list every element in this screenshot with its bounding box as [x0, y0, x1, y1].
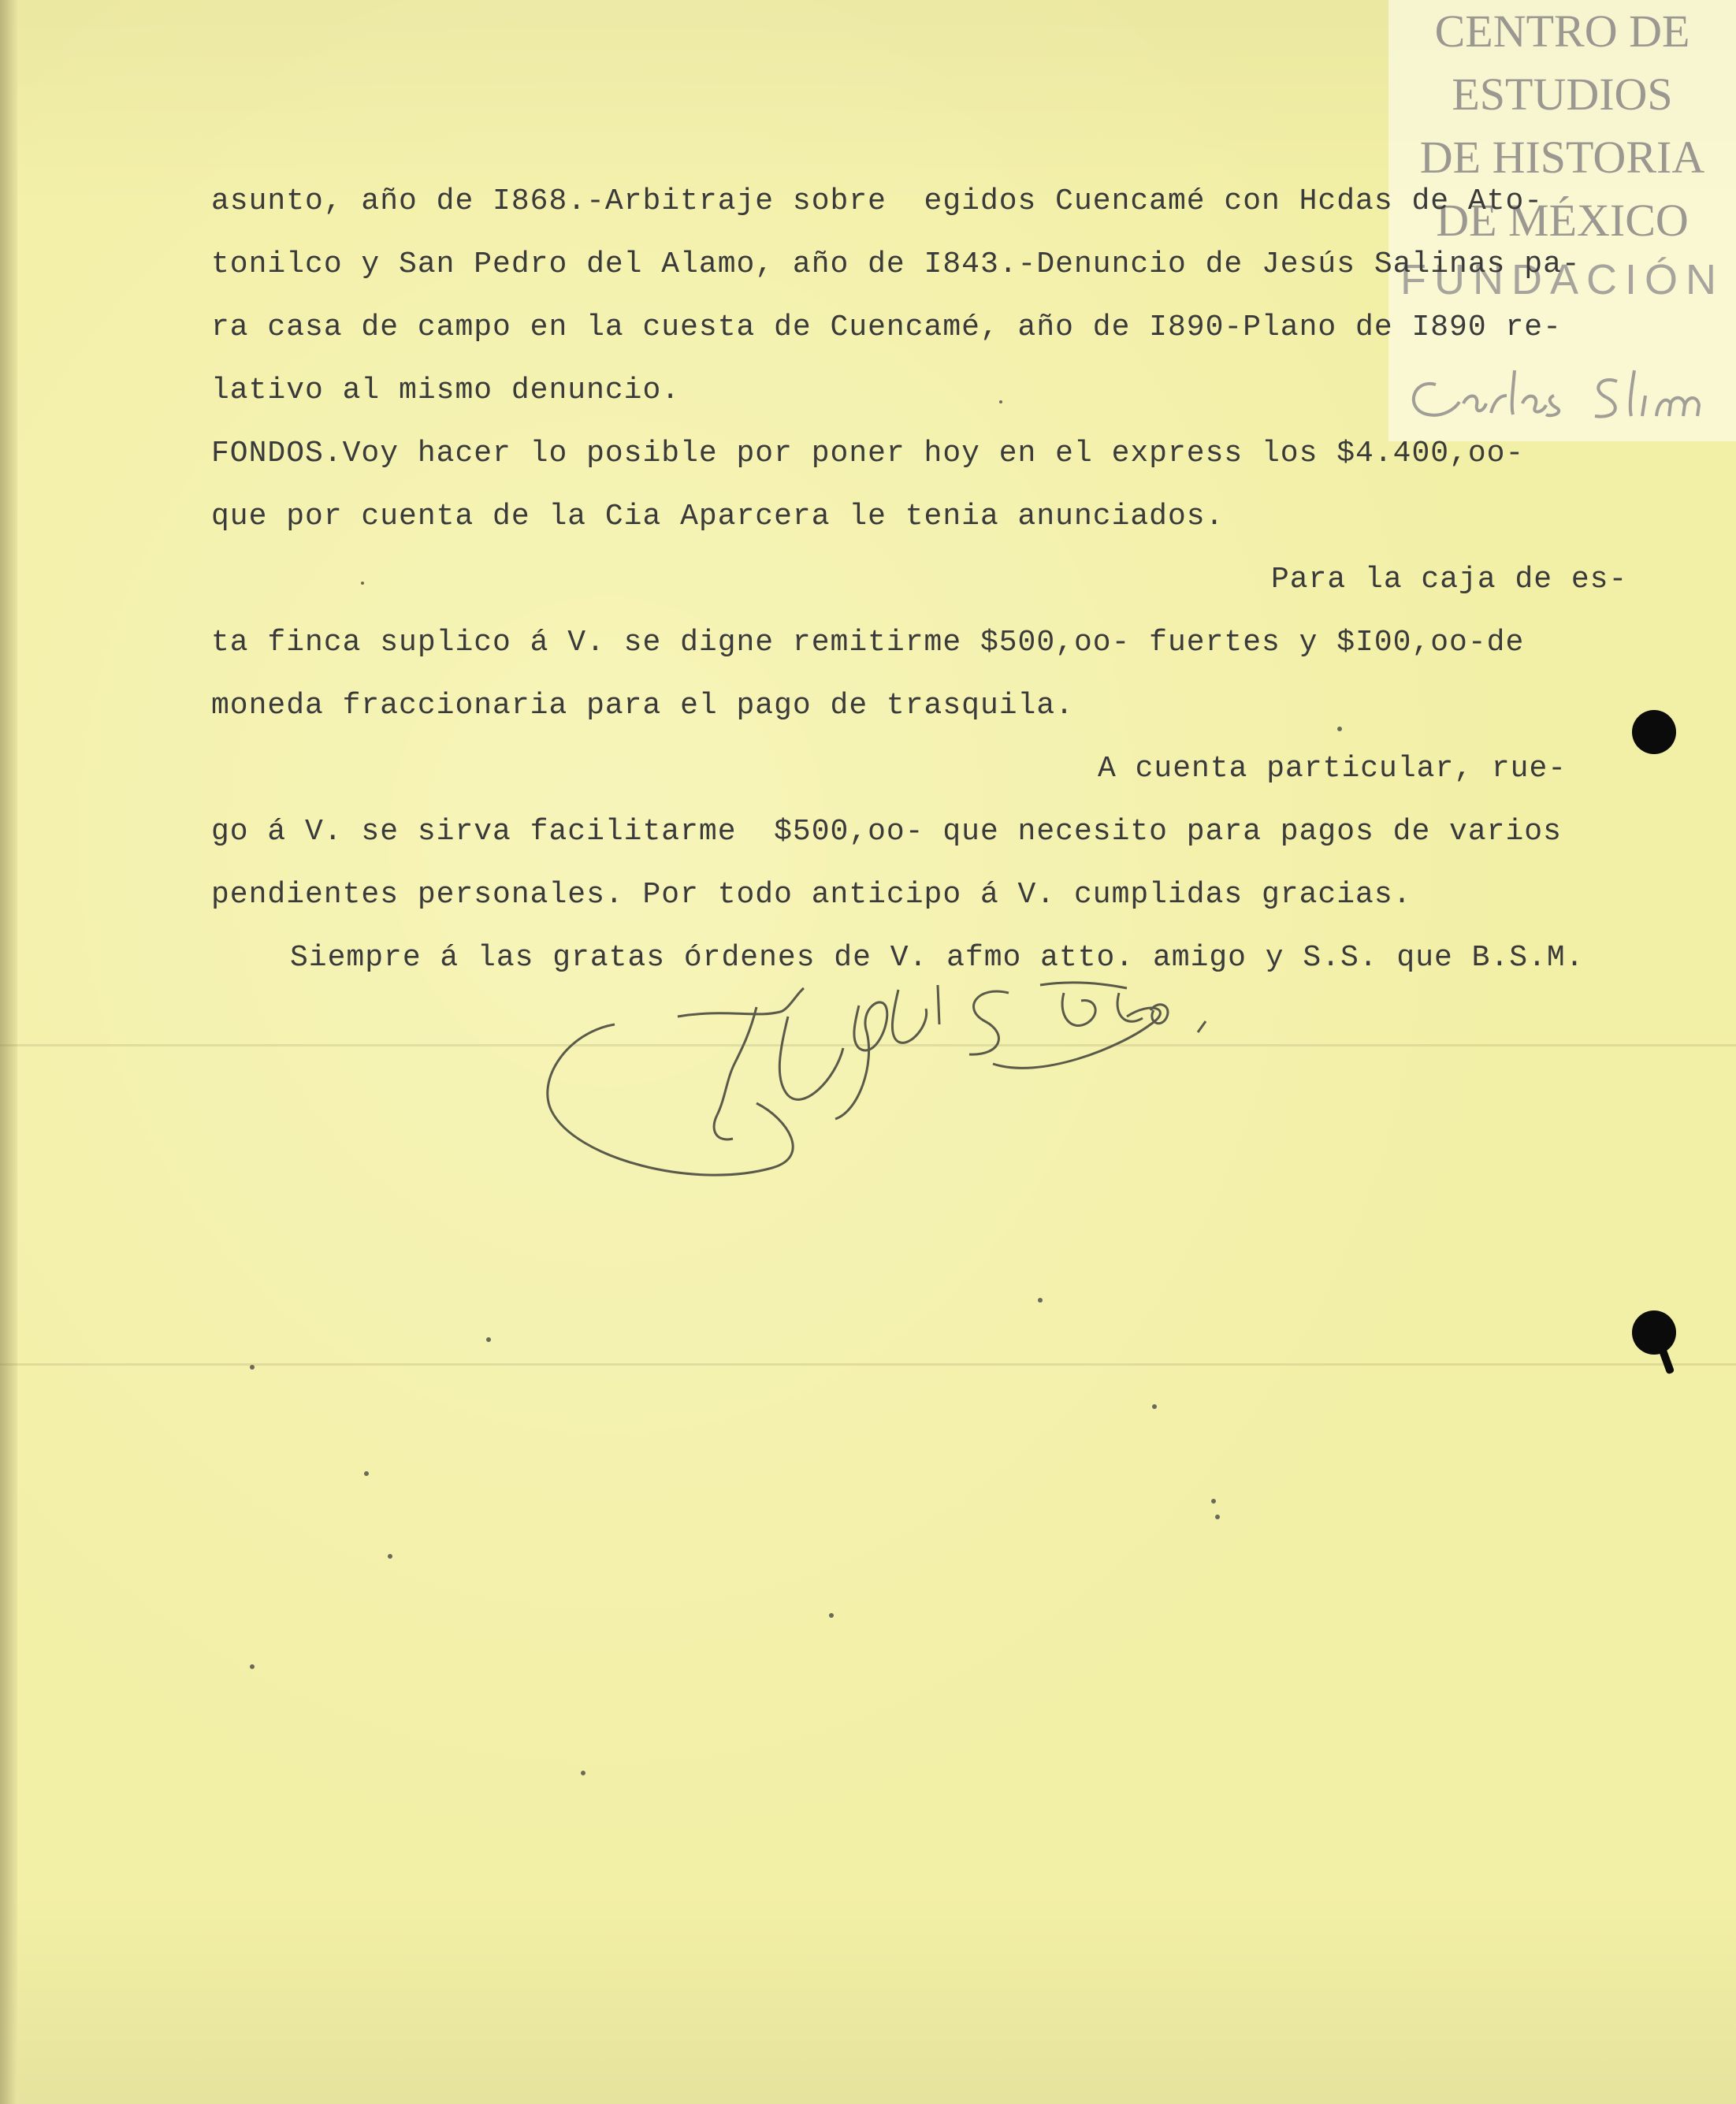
letter-line: tonilco y San Pedro del Alamo, año de I843.-Denuncio de Jesús Salinas pa-: [211, 247, 1581, 281]
punch-hole: [1632, 710, 1676, 754]
letter-line: que por cuenta de la Cia Aparcera le tenia anunciados.: [211, 500, 1225, 533]
letter-line: moneda fraccionaria para el pago de trasquila.: [211, 689, 1074, 723]
letter-line: Para la caja de es-: [1271, 563, 1628, 597]
watermark-org: FUNDACIÓN: [1400, 256, 1724, 303]
watermark-line: CENTRO DE: [1434, 6, 1690, 57]
letter-line: asunto, año de I868.-Arbitraje sobre egidos Cuencamé con Hcdas de Ato-: [211, 184, 1544, 218]
punch-hole: [1632, 1310, 1676, 1355]
letter-line: A cuenta particular, rue-: [1098, 752, 1567, 786]
watermark-line: ESTUDIOS: [1452, 69, 1673, 120]
closing-line: Siempre á las gratas órdenes de V. afmo atto. amigo y S.S. que B.S.M.: [290, 941, 1585, 975]
watermark-line: DE HISTORIA: [1419, 132, 1705, 183]
letter-line: pendientes personales. Por todo anticipo á V. cumplidas gracias.: [211, 878, 1412, 912]
letter-line: lativo al mismo denuncio.: [211, 374, 681, 407]
watermark-line: DE MÉXICO: [1436, 195, 1689, 246]
letter-line: FONDOS.Voy hacer lo posible por poner hoy en el express los $4.400,oo-: [211, 437, 1525, 470]
letter-line: ta finca suplico á V. se digne remitirme $500,oo- fuertes y $I00,oo-de: [211, 626, 1525, 660]
letter-line: ra casa de campo en la cuesta de Cuencamé, año de I890-Plano de I890 re-: [211, 310, 1562, 344]
letter-line: go á V. se sirva facilitarme $500,oo- que necesito para pagos de varios: [211, 815, 1562, 849]
